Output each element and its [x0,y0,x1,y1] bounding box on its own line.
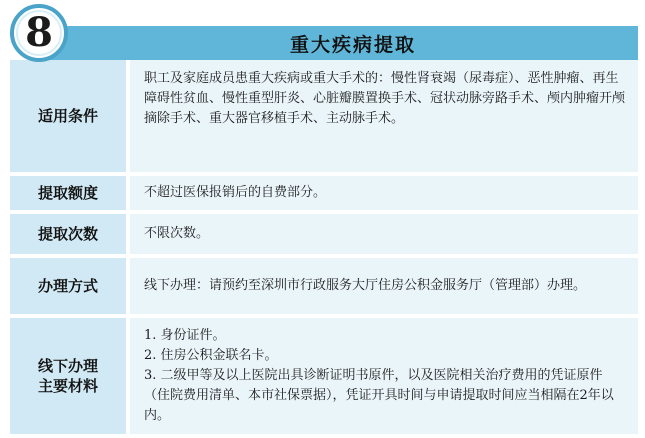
times-text: 不限次数。 [144,226,210,241]
table-row-conditions [10,60,638,172]
materials-label-line1: 线下办理 [37,357,98,375]
info-table [10,60,638,438]
row-value [130,214,638,254]
materials-label-line2: 主要材料 [37,377,98,395]
row-label: 提取次数 [10,214,126,254]
row-label: 提取额度 [10,176,126,210]
row-value [130,318,638,434]
section-number: 8 [16,10,62,56]
title-bar [38,26,638,60]
table-row-amount [10,176,638,210]
method-text: 线下办理：请预约至深圳市行政服务大厅住房公积金服务厅（管理部）办理。 [144,278,587,293]
materials-list [144,326,626,426]
section-number-badge [10,4,68,62]
table-row-materials [10,318,638,434]
list-item: 3. 二级甲等及以上医院出具诊断证明书原件，以及医院相关治疗费用的凭证原件（住院费用清单、本市社保票据），凭证开具时间与申请提取时间应当相隔在2年以内。 [144,368,614,423]
section-header [0,4,645,62]
row-label: 办理方式 [10,258,126,314]
table-row-method [10,258,638,314]
section-title: 重大疾病提取 [289,33,416,56]
conditions-text: 职工及家庭成员患重大疾病或重大手术的：慢性肾衰竭（尿毒症）、恶性肿瘤、再生障碍性贫血、慢性重型肝炎、心脏瓣膜置换手术、冠状动脉旁路手术、颅内肿瘤开颅摘除手术、重大器官移植手术、主动脉手术。 [144,71,626,126]
row-value [130,60,638,172]
row-label: 适用条件 [10,60,126,172]
table-row-times [10,214,638,254]
amount-text: 不超过医保报销后的自费部分。 [144,185,327,200]
row-value [130,258,638,314]
list-item: 2. 住房公积金联名卡。 [144,348,278,363]
list-item: 1. 身份证件。 [144,328,226,343]
row-value [130,176,638,210]
row-label [10,318,126,434]
